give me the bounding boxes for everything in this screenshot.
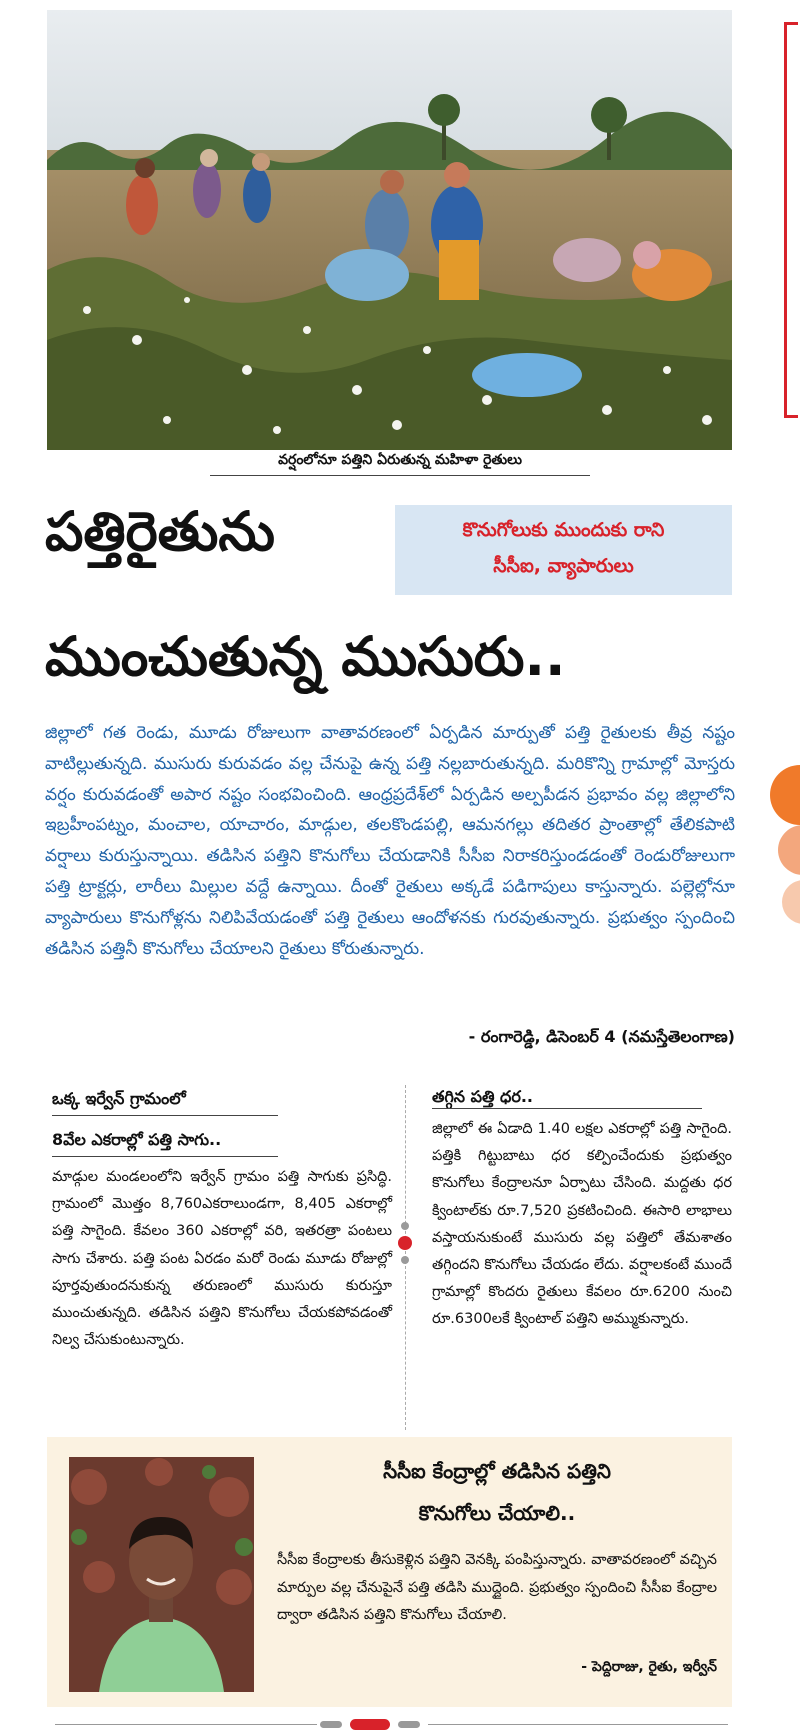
footer-dot-left-icon — [320, 1721, 342, 1728]
headline-line-1: పత్తిరైతును — [45, 500, 275, 563]
divider-dot-top-icon — [401, 1222, 409, 1230]
photo-caption: వర్షంలోనూ పత్తిని ఏరుతున్న మహిళా రైతులు — [278, 452, 522, 468]
adjacent-article-frame — [784, 22, 798, 418]
cotton-field-photo — [47, 10, 732, 450]
headline-line-2: ముంచుతున్న ముసురు.. — [45, 625, 566, 688]
divider-dot-red-icon — [398, 1236, 412, 1250]
light-peach-dot-icon — [782, 880, 800, 924]
quote-title-line-2: కొనుగోలు చేయాలి.. — [418, 1501, 576, 1525]
quote-body: సీసీఐ కేంద్రాలకు తీసుకెళ్లిన పత్తిని వెనక్కి పంపిస్తున్నారు. వాతావరణంలో వచ్చిన మార్పుల వల్ల చేనుపైనే పత్తి తడిసి ముద్దైంది. ప్రభుత్వం స్పందించి సీసీఐ కేంద్రాల ద్వారా తడిసిన పత్తిని కొనుగోలు చేయాలి. — [277, 1552, 717, 1623]
dateline: - రంగారెడ్డి, డిసెంబర్ 4 (నమస్తేతెలంగాణ) — [468, 1027, 735, 1046]
footer-dot-right-icon — [398, 1721, 420, 1728]
intro-paragraph: జిల్లాలో గత రెండు, మూడు రోజులుగా వాతావరణంలో ఏర్పడిన మార్పుతో పత్తి రైతులకు తీవ్ర నష్టం వాటిల్లుతున్నది. ముసురు కురువడం వల్ల చేనుపై ఉన్న పత్తి నల్లబారుతున్నది. మరికొన్ని గ్రామాల్లో మోస్తరు వర్షం కురువడంతో అపార నష్టం సంభవించింది. ఆంధ్రప్రదేశ్‌లో ఏర్పడిన అల్పపీడన ప్రభావం వల్ల జిల్లాలోని ఇబ్రహీంపట్నం, మంచాల, యాచారం, మాడ్గుల, తలకొండపల్లి, ఆమనగల్లు తదితర ప్రాంతాల్లో తేలికపాటి వర్షాలు కురుస్తున్నాయి. తడిసిన పత్తిని కొనుగోలు చేయడానికి సీసీఐ నిరాకరిస్తుండడంతో రెండురోజులుగా పత్తి ట్రాక్టర్లు, లారీలు మిల్లుల వద్దే ఉన్నాయి. దీంతో రైతులు అక్కడే పడిగాపులు కాస్తున్నారు. పల్లెల్లోనూ వ్యాపారులు కొనుగోళ్లను నిలిపివేయడంతో పత్తి రైతులు ఆందోళనకు గురవుతున్నారు. ప్రభుత్వం స్పందించి తడిసిన పత్తినీ కొనుగోలు చేయాలని రైతులు కోరుతున్నారు. — [45, 723, 735, 959]
right-subheading: తగ్గిన పత్తి ధర.. — [432, 1087, 533, 1106]
divider-dot-bottom-icon — [401, 1256, 409, 1264]
left-subheading-2-underline — [52, 1156, 278, 1157]
orange-dot-icon — [770, 765, 800, 825]
right-column-body: జిల్లాలో ఈ ఏడాది 1.40 లక్షల ఎకరాల్లో పత్తి సాగైంది. పత్తికి గిట్టుబాటు ధర కల్పించేందుకు ప్రభుత్వం కొనుగోలు కేంద్రాలనూ ఏర్పాటు చేసింది. మద్దతు ధర క్వింటాల్‌కు రూ.7,520 ప్రకటించింది. ఈసారి లాభాలు వస్తాయనుకుంటే ముసురు వల్ల పత్తిలో తేమశాతం తగ్గిందని కొనుగోలు చేయడం లేదు. వర్షాలకంటే ముందే గ్రామాల్లో కొందరు రైతులు కేవలం రూ.6200 నుంచి రూ.6300లకే క్వింటాల్ పత్తిని అమ్ముకున్నారు. — [432, 1121, 732, 1328]
kicker-line-1: కొనుగోలుకు ముందుకు రాని — [462, 519, 665, 541]
left-subheading-1: ఒక్క ఇర్వేన్ గ్రామంలో — [52, 1089, 186, 1108]
farmer-portrait — [69, 1457, 254, 1692]
peach-dot-icon — [778, 825, 800, 875]
portrait-farmer — [69, 1457, 254, 1692]
footer-rule-right — [428, 1724, 728, 1725]
left-subheading-1-underline — [52, 1115, 278, 1116]
photo-women-farmers-cotton-field — [47, 10, 732, 450]
kicker-box — [395, 505, 732, 595]
kicker-line-2: సీసీఐ, వ్యాపారులు — [493, 555, 634, 577]
left-subheading-2: 8వేల ఎకరాల్లో పత్తి సాగు.. — [52, 1130, 222, 1149]
quote-title-line-1: సీసీఐ కేంద్రాల్లో తడిసిన పత్తిని — [383, 1459, 611, 1483]
quote-signature: - పెద్దిరాజు, రైతు, ఇర్వీన్ — [581, 1659, 717, 1675]
caption-underline — [210, 475, 590, 476]
footer-rule-left — [55, 1724, 317, 1725]
footer-dot-red-icon — [350, 1719, 390, 1730]
left-column-body: మాడ్గుల మండలంలోని ఇర్వేన్ గ్రామం పత్తి సాగుకు ప్రసిద్ధి. గ్రామంలో మొత్తం 8,760ఎకరాలుండగా, 8,405 ఎకరాల్లో పత్తి సాగైంది. కేవలం 360 ఎకరాల్లో వరి, ఇతరత్రా పంటలు సాగు చేశారు. పత్తి పంట ఏరడం మరో రెండు మూడు రోజుల్లో పూర్తవుతుందనుకున్న తరుణంలో ముసురు కురుస్తూ ముంచుతున్నది. తడిసిన పత్తిని కొనుగోలు చేయకపోవడంతో నిల్వ చేసుకుంటున్నారు. — [52, 1169, 392, 1349]
right-subheading-underline — [432, 1108, 702, 1109]
farmer-quote-box — [47, 1437, 732, 1707]
